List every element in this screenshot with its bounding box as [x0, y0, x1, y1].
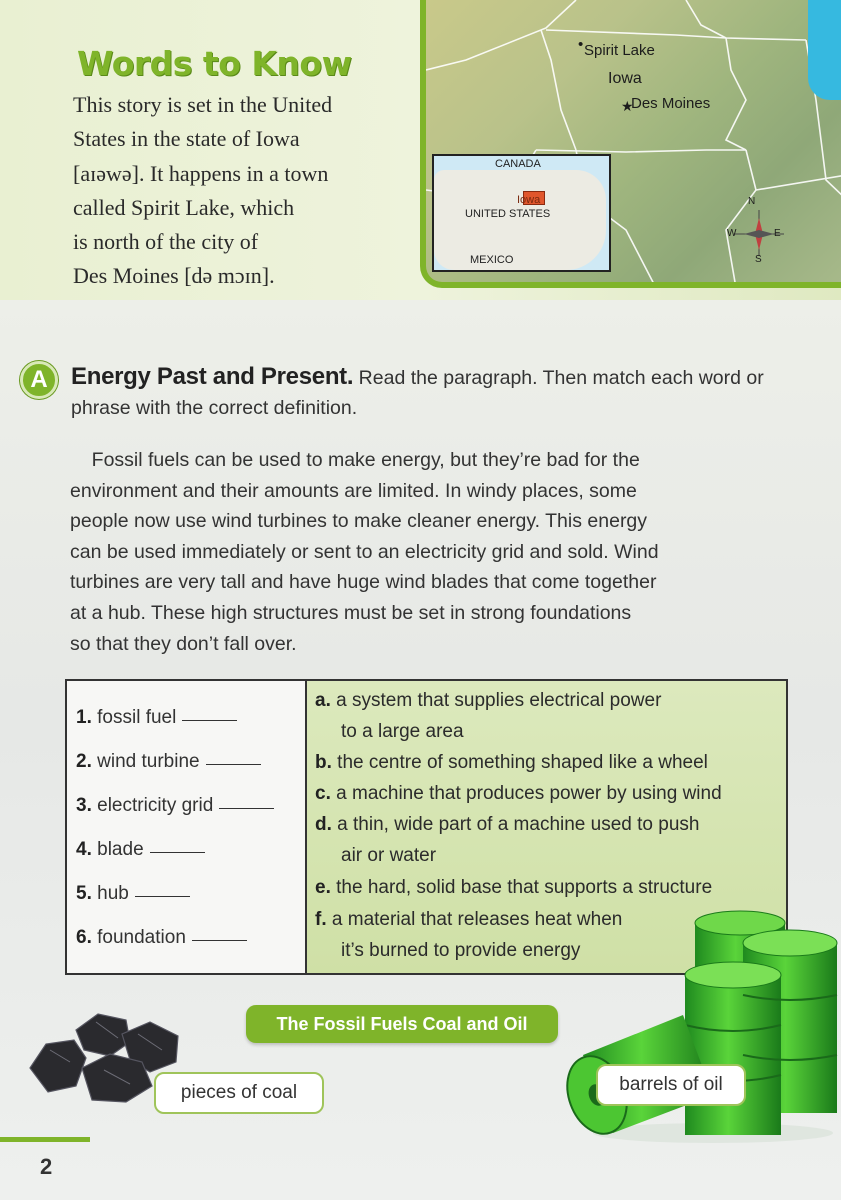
wtk-line: is north of the city of	[73, 229, 259, 255]
answer-blank	[206, 764, 261, 765]
spirit-lake-dot: •	[578, 36, 584, 53]
paragraph-line: at a hub. These high structures must be set in strong foundations	[70, 601, 632, 624]
spirit-lake-label: Spirit Lake	[584, 42, 655, 59]
paragraph-line: so that they don’t fall over.	[70, 632, 297, 655]
paragraph-line: Fossil fuels can be used to make energy, but they’re bad for the	[70, 449, 640, 471]
answer-blank	[182, 720, 237, 721]
oil-barrels-icon	[563, 905, 841, 1145]
term-item[interactable]: 4. blade	[76, 839, 205, 861]
inset-mexico-label: MEXICO	[470, 254, 514, 266]
term-item[interactable]: 5. hub	[76, 883, 190, 905]
inset-iowa-label: Iowa	[517, 194, 541, 206]
section-a-badge: A	[20, 361, 58, 399]
definition-item: c. a machine that produces power by using wind	[315, 783, 722, 804]
paragraph-line: people now use wind turbines to make cleaner energy. This energy	[70, 510, 648, 533]
words-to-know-text	[73, 88, 403, 294]
answer-blank	[192, 940, 247, 941]
definition-item: f. a material that releases heat when it’s burned to provide energy	[315, 909, 623, 961]
page-accent-line	[0, 1137, 90, 1142]
terms-column	[67, 681, 307, 973]
wtk-line: This story is set in the United	[73, 92, 333, 117]
us-inset-map	[432, 154, 611, 272]
inset-land	[434, 170, 606, 270]
compass-rose-icon	[726, 196, 792, 268]
answer-blank	[219, 808, 274, 809]
words-to-know-title: Words to Know	[77, 44, 352, 83]
coal-caption: pieces of coal	[154, 1072, 324, 1114]
answer-blank	[135, 896, 190, 897]
term-item[interactable]: 6. foundation	[76, 927, 247, 949]
term-item[interactable]: 1. fossil fuel	[76, 707, 237, 729]
energy-paragraph	[70, 445, 750, 659]
compass-s: S	[755, 254, 762, 265]
iowa-label: Iowa	[608, 70, 642, 87]
wtk-line: Des Moines [də mɔɪn].	[73, 263, 275, 289]
paragraph-line: turbines are very tall and have huge wind blades that come together	[70, 571, 657, 594]
answer-blank	[150, 852, 205, 853]
capital-star-icon: ★	[621, 98, 634, 114]
page-number: 2	[40, 1154, 53, 1179]
section-a-heading	[71, 362, 771, 423]
paragraph-line: environment and their amounts are limited. In windy places, some	[70, 479, 637, 502]
section-a-instruction: Read the paragraph. Then match each word or phrase with the correct definition.	[71, 367, 764, 419]
inset-canada-label: CANADA	[495, 158, 541, 170]
inset-us-label: UNITED STATES	[465, 208, 551, 220]
definition-item: a. a system that supplies electrical power to a large area	[315, 690, 662, 742]
definition-item: b. the centre of something shaped like a wheel	[315, 752, 708, 773]
definition-item: d. a thin, wide part of a machine used to push air or water	[315, 814, 700, 866]
term-item[interactable]: 2. wind turbine	[76, 751, 261, 773]
lake-michigan	[808, 0, 841, 100]
fossil-fuels-banner: The Fossil Fuels Coal and Oil	[246, 1005, 558, 1043]
compass-e: E	[774, 228, 781, 239]
wtk-line: States in the state of Iowa	[73, 126, 300, 152]
wtk-line: called Spirit Lake, which	[73, 194, 295, 220]
wtk-line: [aɪəwə]. It happens in a town	[73, 160, 329, 186]
definition-item: e. the hard, solid base that supports a structure	[315, 877, 713, 898]
des-moines-label: Des Moines	[631, 95, 711, 112]
term-item[interactable]: 3. electricity grid	[76, 795, 274, 817]
section-a-title: Energy Past and Present.	[71, 363, 354, 390]
compass-w: W	[727, 228, 737, 239]
paragraph-line: can be used immediately or sent to an electricity grid and sold. Wind	[70, 540, 659, 563]
oil-caption: barrels of oil	[596, 1064, 746, 1106]
compass-n: N	[748, 196, 756, 207]
